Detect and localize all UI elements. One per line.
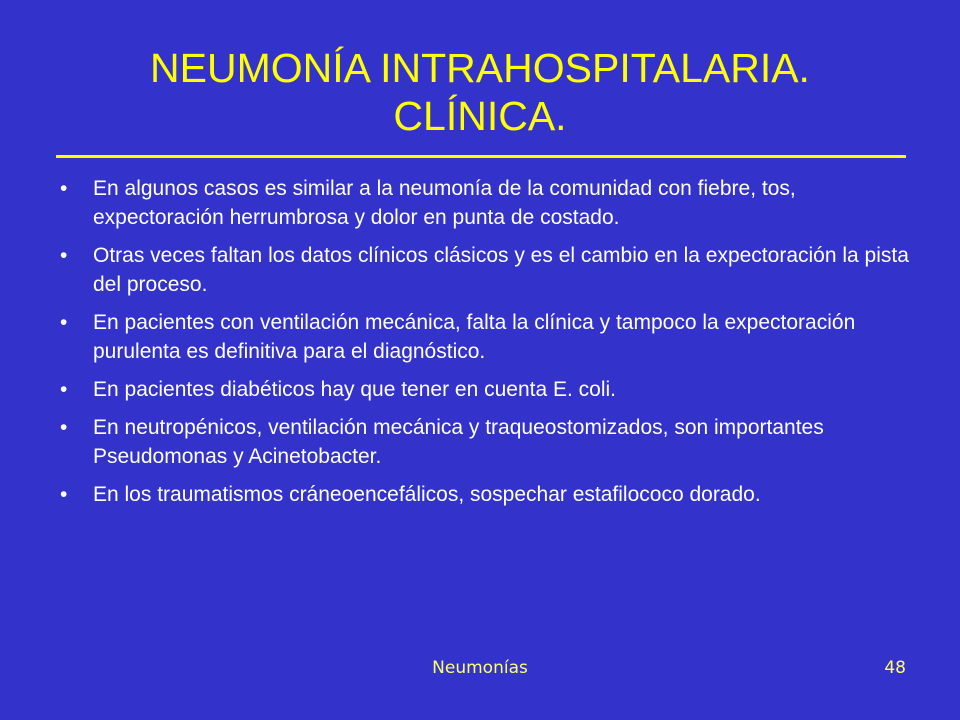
page-number: 48 <box>884 658 906 678</box>
bullet-item-4 <box>60 375 920 404</box>
bullet-text: En pacientes con ventilación mecánica, falta la clínica y tampoco la expectoración purulenta es definitiva para el diagnóstico. <box>93 311 856 363</box>
bullet-text: En los traumatismos cráneoencefálicos, sospechar estafilococo dorado. <box>93 483 761 506</box>
bullet-dot-icon: • <box>60 177 68 200</box>
slide-title-line-2: CLÍNICA. <box>393 93 567 139</box>
bullet-text: Otras veces faltan los datos clínicos clásicos y es el cambio en la expectoración la pista del proceso. <box>93 244 909 296</box>
bullet-dot-icon: • <box>60 483 68 506</box>
slide-title <box>96 44 864 140</box>
bullet-text: En algunos casos es similar a la neumonía de la comunidad con fiebre, tos, expectoración herrumbrosa y dolor en punta de costado. <box>93 177 796 229</box>
bullet-list <box>60 174 920 518</box>
bullet-dot-icon: • <box>60 416 68 439</box>
bullet-text: En neutropénicos, ventilación mecánica y traqueostomizados, son importantes Pseudomonas y Acinetobacter. <box>93 416 824 468</box>
footer-title: Neumonías <box>432 658 528 678</box>
bullet-item-2 <box>60 241 920 299</box>
bullet-item-3 <box>60 308 920 366</box>
bullet-item-1 <box>60 174 920 232</box>
bullet-dot-icon: • <box>60 311 68 334</box>
bullet-text: En pacientes diabéticos hay que tener en cuenta E. coli. <box>93 378 617 401</box>
bullet-item-5 <box>60 413 920 471</box>
title-divider <box>56 155 906 158</box>
slide-title-line-1: NEUMONÍA INTRAHOSPITALARIA. <box>150 45 810 91</box>
bullet-dot-icon: • <box>60 378 68 401</box>
bullet-item-6 <box>60 480 920 509</box>
bullet-dot-icon: • <box>60 244 68 267</box>
